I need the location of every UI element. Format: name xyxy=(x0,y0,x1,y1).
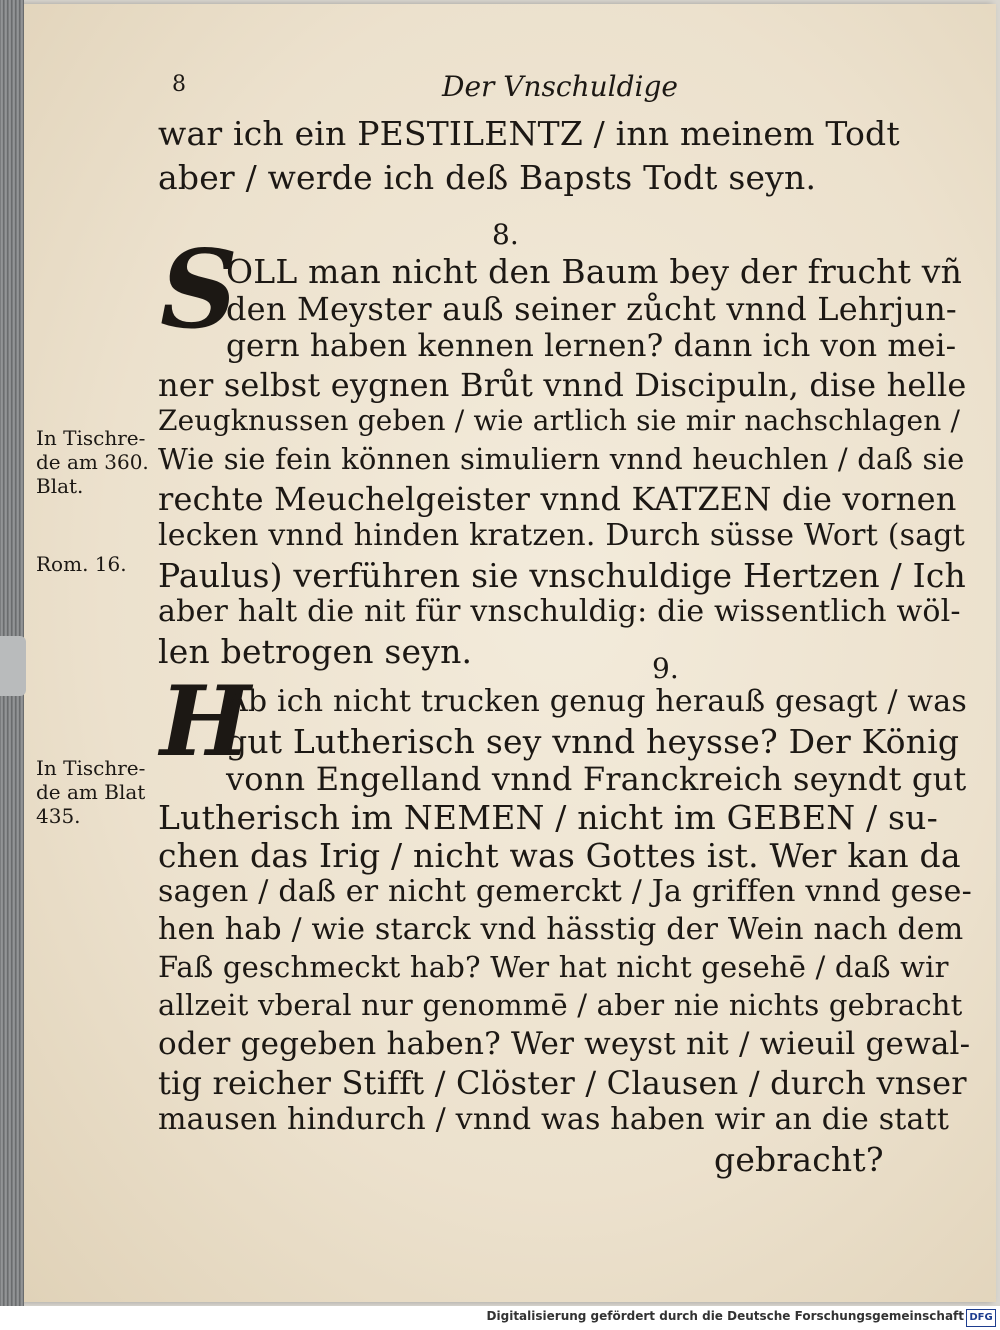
text-line: Zeugknussen geben / wie artlich sie mir nachschlagen / xyxy=(158,404,961,437)
text-line: tig reicher Stifft / Clöster / Clausen / durch vnser xyxy=(158,1064,967,1102)
text-line: rechte Meuchelgeister vnnd KATZEN die vornen xyxy=(158,480,957,518)
text-line: hen hab / wie starck vnd hässtig der Wein nach dem xyxy=(158,912,964,947)
text-line: vonn Engelland vnnd Franckreich seyndt gut xyxy=(226,760,967,798)
section-number: 9. xyxy=(652,652,679,685)
text-line: allzeit vberal nur genommē / aber nie nichts gebracht xyxy=(158,988,963,1022)
margin-note: In Tischre- de am 360. Blat. xyxy=(36,426,149,498)
text-line: ner selbst eygnen Brůt vnnd Discipuln, dise helle xyxy=(158,366,967,404)
page-clip xyxy=(0,636,26,696)
text-line: aber / werde ich deß Bapsts Todt seyn. xyxy=(158,158,817,197)
text-line: len betrogen seyn. xyxy=(158,632,473,671)
text-line: chen das Irig / nicht was Gottes ist. Wer kan da xyxy=(158,836,961,875)
margin-note: Rom. 16. xyxy=(36,552,127,576)
funding-credit: Digitalisierung gefördert durch die Deutsche Forschungsgemeinschaft xyxy=(486,1309,964,1323)
text-line: aber halt die nit für vnschuldig: die wissentlich wöl- xyxy=(158,594,961,629)
text-line: oder gegeben haben? Wer weyst nit / wieuil gewal- xyxy=(158,1026,971,1062)
text-line: gern haben kennen lernen? dann ich von mei- xyxy=(226,328,957,364)
text-line: Faß geschmeckt hab? Wer hat nicht gesehē / daß wir xyxy=(158,950,949,984)
text-line: gebracht? xyxy=(714,1140,884,1179)
section-number: 8. xyxy=(492,218,519,251)
text-line: mausen hindurch / vnnd was haben wir an die statt xyxy=(158,1102,950,1137)
book-page xyxy=(22,4,996,1302)
text-line: Lutherisch im NEMEN / nicht im GEBEN / su- xyxy=(158,798,938,837)
text-line: OLL man nicht den Baum bey der frucht vñ xyxy=(226,252,963,291)
text-line: war ich ein PESTILENTZ / inn meinem Todt xyxy=(158,114,900,153)
text-line: lecken vnnd hinden kratzen. Durch süsse Wort (sagt xyxy=(158,518,965,553)
text-line: Paulus) verführen sie vnschuldige Hertzen / Ich xyxy=(158,556,966,595)
dfg-logo: DFG xyxy=(966,1309,996,1327)
text-line: den Meyster auß seiner zůcht vnnd Lehrjun- xyxy=(226,290,957,328)
text-line: Ab ich nicht trucken genug herauß gesagt / was xyxy=(226,684,967,719)
text-line: gut Lutherisch sey vnnd heysse? Der König xyxy=(226,722,960,761)
running-title: Der Vnschuldige xyxy=(442,70,679,103)
margin-note: In Tischre- de am Blat 435. xyxy=(36,756,146,828)
decorated-initial: H xyxy=(160,665,251,778)
text-line: Wie sie fein können simuliern vnnd heuchlen / daß sie xyxy=(158,442,965,476)
page-number: 8 xyxy=(172,72,186,97)
footer-bar xyxy=(0,1306,1000,1330)
decorated-initial: S xyxy=(160,227,238,353)
text-line: sagen / daß er nicht gemerckt / Ja griffen vnnd gese- xyxy=(158,874,972,909)
